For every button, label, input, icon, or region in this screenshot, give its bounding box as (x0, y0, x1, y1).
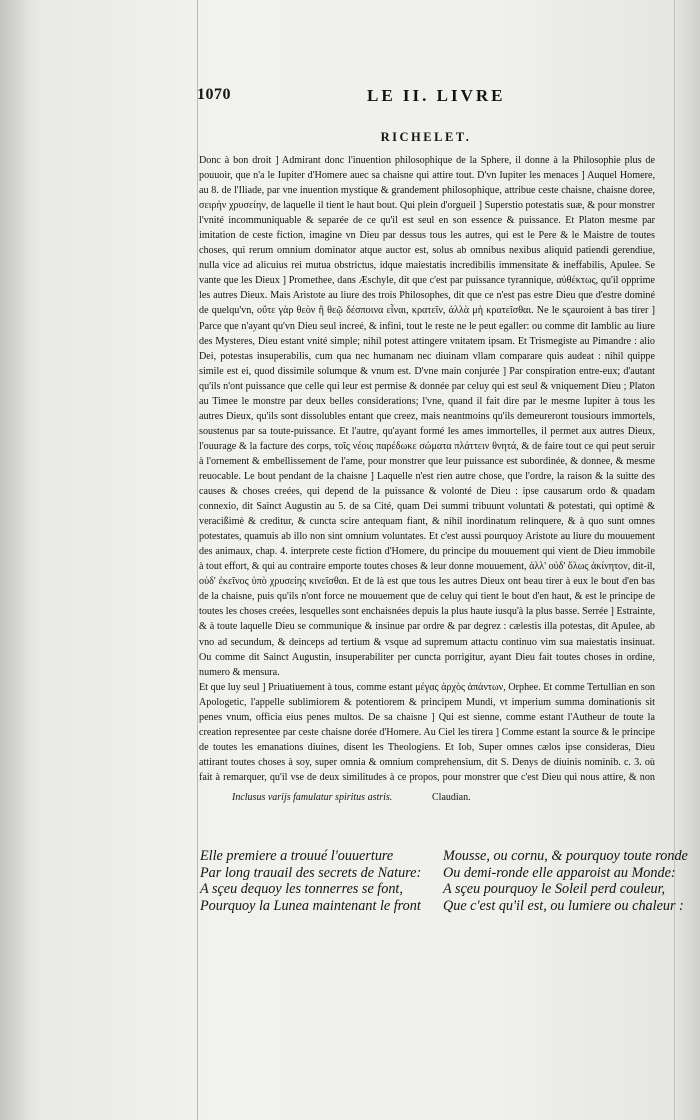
commentary-text (199, 153, 655, 788)
poem-line: A sçeu dequoy les tonnerres se font, (200, 881, 403, 898)
poem-line: A sçeu pourquoy le Soleil perd couleur, (443, 881, 666, 898)
latin-quote: Inclusus varijs famulatur spiritus astris. (232, 792, 393, 803)
commentary-paragraph: Et que luy seul ] Priuatiuement à tous, comme estant μέγας ἀρχὸς ἁπάντων, Orphee. Et comme Tertullian en son Apologetic, l'appelle sublimiorem & potentiorem & principem Mundi, vt imperium summa dominationis sit penes vnum, officia eius penes multos. De sa chaisne ] Qui est sienne, comme estant l'Autheur de toute la creation representee par ceste chaisne dorée d'Homere. Au Ciel les tirera ] Comme estant la source & le principe de toutes les emanations diuines, disent les Theologiens. Et Iob, Super omnes cælos ipse consideras, Dieu attirant toutes choses à soy, super omnia & omnium comprehensium, dit S. Denys de diuinis nominib. c. 3. où fait à remarquer, qu'il vse de deux similitudes à ce propos, pour monstrer que c'est Dieu qui nous attire, & non (199, 681, 655, 783)
poem-line: Mousse, ou cornu, & pourquoy toute ronde (443, 848, 688, 864)
poem-column-right (443, 848, 688, 914)
right-margin-rule (674, 0, 675, 1120)
poem-line: Elle premiere a trouué l'ouuerture (200, 848, 394, 864)
page-header (197, 86, 655, 112)
poem-line: Ou demi-ronde elle apparoist au Monde: (443, 864, 676, 881)
poem-column-left (200, 848, 440, 914)
poem-line: Que c'est qu'il est, ou lumiere ou chaleur : (443, 897, 684, 914)
poem-line: Par long trauail des secrets de Nature: (200, 864, 422, 881)
left-margin-rule (197, 0, 198, 1120)
page-fold-shadow (0, 0, 30, 1120)
quote-attribution: Claudian. (432, 792, 471, 803)
page-number: 1070 (197, 86, 231, 103)
poem-line: Pourquoy la Lunea maintenant le front (200, 897, 421, 914)
running-head: LE II. LIVRE (367, 86, 506, 105)
section-title: RICHELET. (380, 130, 472, 144)
commentary-paragraph: Donc à bon droit ] Admirant donc l'inuention philosophique de la Sphere, il donne à la Philosophie plus de pouuoir, que n'a le Iupiter d'Homere auec sa chaisne qui attire tout. D'vn Iupiter les menaces ] Auquel Homere, au 8. de l'Iliade, par vne inuention mystique & grandement philosophique, attribue ceste chaisne, chaisne doree, σειρὴν χρυσείην, de laquelle il tient le haut bout. Qui plein d'orgueil ] Superstio potestatis suæ, & pour monstrer l'vnité incommuniquable & separée de ce qu'il est seul en son essence & puissance. Et Platon mesme par imitation de ceste fiction, imagine vn Dieu par dessus tous les autres, qui est le Pere & le Maistre de toutes choses, qui rerum omnium dominator atque auctor est, solus ab omnibus nexibus aliquid patiendi gerendiue, nulla vice ad alicuius rei mutua obstrictus, idque maiestatis incredibilis immensitate & ineffabilis, Apulee. Se vante que les Dieux ] Promethee, dans Æschyle, dit que c'est par puissance tyrannique, αὐθέκτως, qu'il opprime les autres Dieux. Mais Aristote au liure des trois Philosophes, dit que ce n'est pas estre Dieu que d'estre dominé de quelqu'vn, οὔτε γὰρ θεὸν ἢ θεῷ δέσποινα εἶναι, κρατεῖν, ἀλλὰ μὴ κρατεῖσθαι. Ne le sçauroient à bas tirer ] Parce que n'ayant qu'vn Dieu seul increé, & infini, tout le reste ne le peut egaller: ou comme dit Iamblic au liure des Mysteres, Dieu estant vnité simple; nihil potest attingere vnitatem ipsam. Et Trismegiste au Pimandre : alio Dei, potestas insuperabilis, cum qua nec humanam nec diuinam vllam comparare quis audeat : nihil quippe simile est ei, quod dissimile solumque & vnum est. D'vne main conjurée ] Par conspiration entre-eux; d'autant qu'ils n'ont puissance que celle qui leur est permise & donnée par celuy qui est seul & vniquement Dieu ; Platon au Timee le monstre par deux belles considerations; l'vne, quand il fait dire par le mesme Iupiter à tous les autres Dieux, qu'ils sont dissolubles entant que creez, mais neantmoins qu'ils demeureront tousiours immortels, soustenus par sa toute-puissance. Et l'autre, qu'ayant formé les ames immortelles, il permet aux autres Dieux, l'ouurage & la facture des corps, τοῖς νέοις παρέδωκε σώματα πλάττειν θνητά, & de faire tout ce qui peut seruir à l'ornement & embellissement de l'ame, pour monstrer que leur puissance est subordinée, & donnee, & mesme reuocable. Le bout pendant de la chaisne ] Laquelle n'est rien autre chose, que l'ordre, la raison & la suitte des causes & choses creées, qui depend de la puissance & volonté de Dieu : ipse causarum ordo & quadam connexio, dit Sainct Augustin au 5. de sa Cité, quam Dei summi tribuunt voluntati & potestati, qui optimè & veracißimè & creditur, & cuncta scire antequam fiant, & nihil inordinatum relinquere, & à quo sunt omnes potestates, quamuis ab illo non sint omnium voluntates. Et c'est aussi pourquoy Aristote au liure du mouuement des animaux, chap. 4. interprete ceste fiction d'Homere, du principe du mouuement qui vient de Dieu immobile à tout effort, & qui au contraire emporte toutes choses & leur donne mouuement, ἀλλ' οὐδ' ὅλως ἀκίνητον, dit-il, οὐδ' ἐκεῖνος ὑπὸ χρυσείης κινεῖσθαι. Et de là est que tous les autres Dieux ont beau tirer à eux le bout d'en bas de la chaisne, puis qu'ils n'ont force ne mouuement que de celuy qui tient le bout d'en haut, & est le principe de toutes les choses creées, lesquelles sont enchaisnées depuis la plus haute iusqu'à la plus basse. Serrée ] Estrainte, & à toute laquelle Dieu se communique & insinue par ordre & par degrez : cælestis illa potestas, dit Apulee, ab vno ad secundum, & deinceps ad tertium & vsque ad supremum attactu continuo vim sua maiestatis insinuat. Ou comme dit Sainct Augustin, insuperabiliter per cuncta porrigitur, ayant Dieu fait toutes choses in ordine, numero & mensura. (199, 155, 655, 678)
